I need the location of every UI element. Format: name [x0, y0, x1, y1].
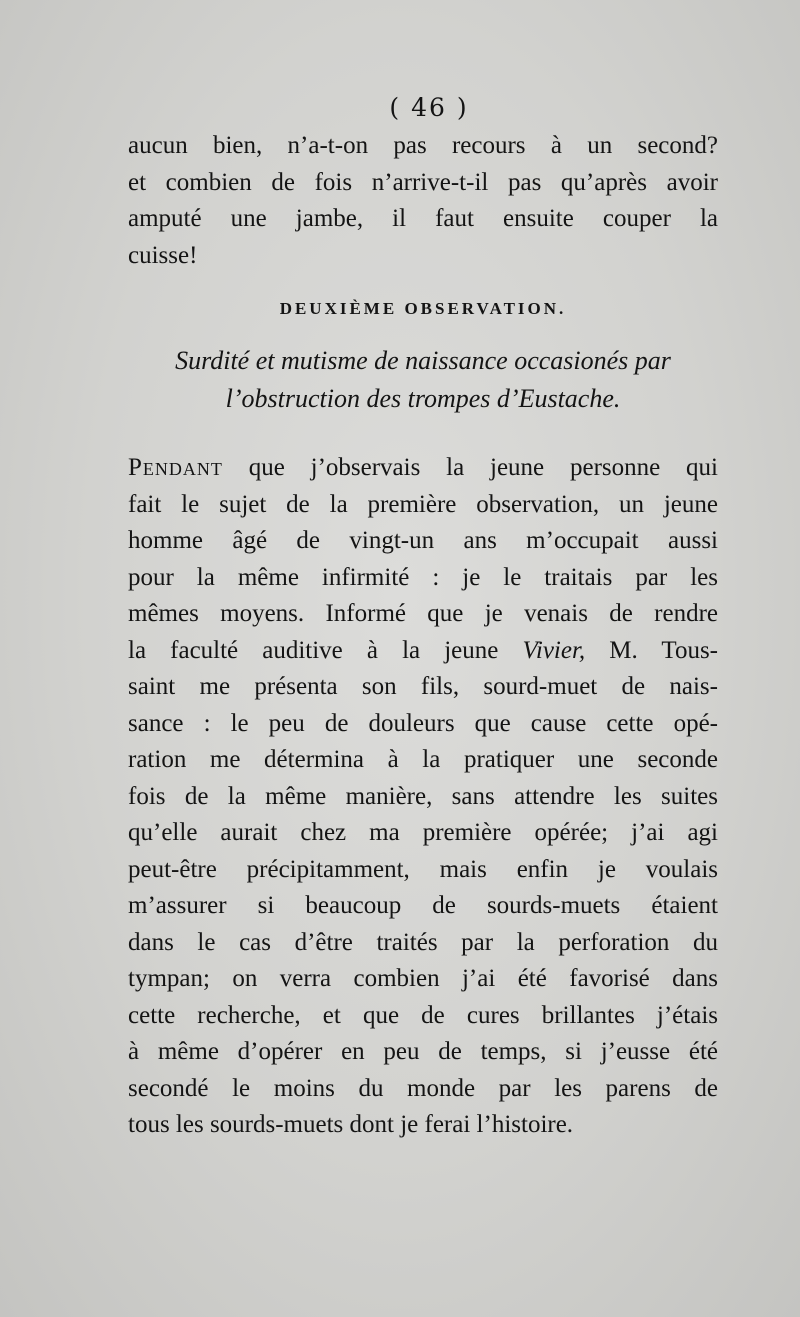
text-span: M. Tous- [585, 636, 718, 664]
text-line: sance : le peu de douleurs que cause cette opé- [128, 709, 718, 737]
text-line [128, 633, 718, 670]
text-line: tympan; on verra combien j’ai été favorisé dans [128, 965, 718, 992]
text-line: dans le cas d’être traités par la perforation du [128, 928, 718, 956]
text-line: peut-être précipitamment, mais enfin je voulais [128, 855, 718, 883]
text-line: et combien de fois n’arrive-t-il pas qu’après avoir [128, 168, 718, 196]
text-line: qu’elle aurait chez ma première opérée; j’ai agi [128, 819, 718, 846]
text-line: secondé le moins du monde par les parens de [128, 1074, 718, 1102]
text-line: cette recherche, et que de cures brillantes j’étais [128, 1001, 718, 1029]
text-line: ration me détermina à la pratiquer une seconde [128, 746, 718, 773]
section-subtitle [128, 342, 718, 418]
text-line [128, 450, 718, 487]
subtitle-line: l’obstruction des trompes d’Eustache. [225, 384, 621, 413]
text-line: cuisse! [128, 241, 198, 269]
page-number: ( 46 ) [389, 93, 469, 122]
section-heading: DEUXIÈME OBSERVATION. [279, 299, 567, 318]
text-span: que j’observais la jeune personne qui [222, 454, 718, 481]
lead-word: Pendant [128, 454, 223, 481]
text-span: la faculté auditive à la jeune [128, 636, 523, 664]
text-line: tous les sourds-muets dont je ferai l’histoire. [128, 1111, 574, 1138]
person-name: Vivier, [522, 636, 586, 664]
text-line: m’assurer si beaucoup de sourds-muets étaient [128, 892, 718, 919]
text-line: fois de la même manière, sans attendre les suites [128, 782, 718, 810]
text-line: à même d’opérer en peu de temps, si j’eusse été [128, 1038, 718, 1065]
text-line: pour la même infirmité : je le traitais par les [128, 563, 718, 591]
subtitle-line: Surdité et mutisme de naissance occasionés par [175, 346, 671, 375]
text-line: aucun bien, n’a-t-on pas recours à un second? [128, 132, 718, 159]
text-line: saint me présenta son fils, sourd-muet de nais- [128, 673, 718, 700]
text-line: mêmes moyens. Informé que je venais de rendre [128, 600, 718, 627]
text-block [128, 88, 718, 1144]
intro-paragraph [128, 128, 718, 274]
text-line: homme âgé de vingt-un ans m’occupait aussi [128, 527, 718, 554]
text-line: fait le sujet de la première observation, un jeune [128, 490, 718, 518]
body-paragraph [128, 450, 718, 1144]
text-line: amputé une jambe, il faut ensuite couper la [128, 205, 718, 232]
